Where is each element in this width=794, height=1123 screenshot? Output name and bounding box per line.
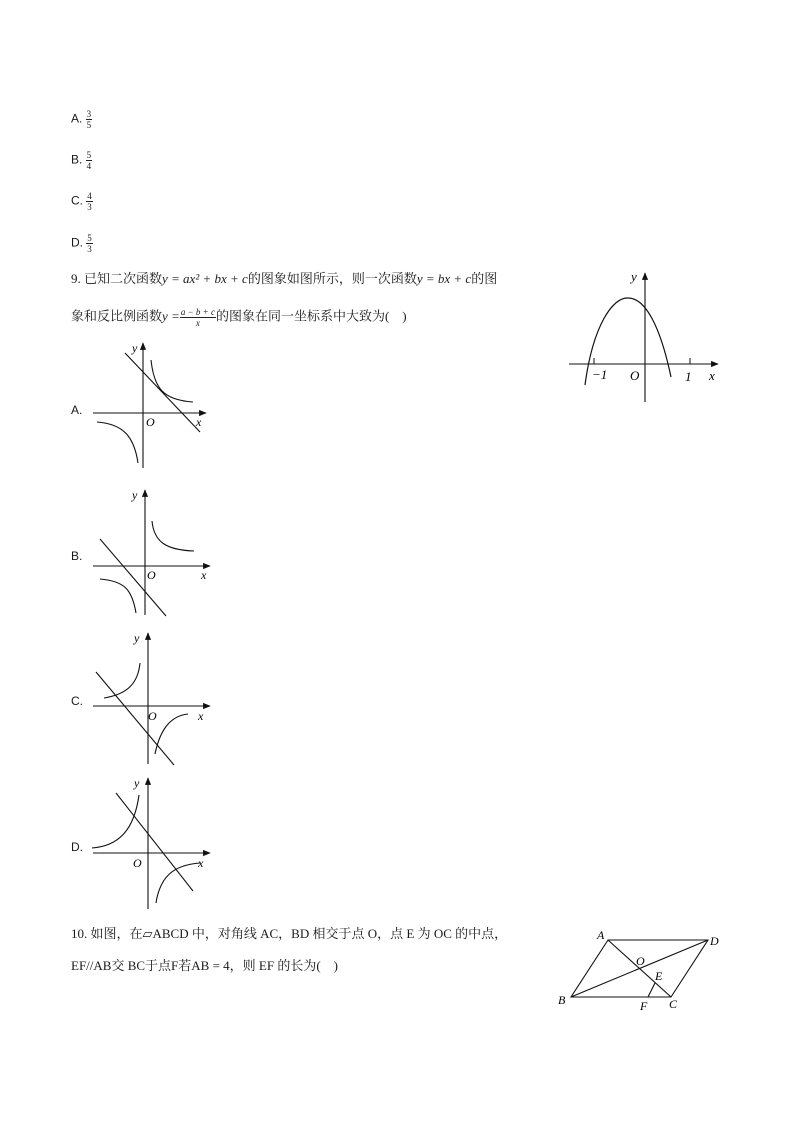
x-label: x [201,568,207,582]
q9-stem-line2: 象和反比例函数y = $\frac{a - b + c}{x}$ 的图象在同一坐标系中大致为( ) [71,307,407,328]
q10-stem-line1: 10. 如图，在▱ABCD 中，对角线 AC，BD 相交于点 O，点 E 为 OC 的中点， [71,926,508,941]
fraction: $\frac{4}{3}$ [87,191,92,212]
origin-label: O [146,415,155,429]
hyperbola-branch [97,422,138,463]
hyperbola-branch [104,663,140,698]
hyperbola-branch [92,795,139,848]
origin-label: O [133,856,142,870]
q9-option-a-letter: A. [71,403,83,417]
label-a: A [597,928,605,942]
label-b: B [558,993,566,1007]
hyperbola-branch [151,360,193,402]
q9-option-c-graph [88,628,218,768]
linear-function [125,353,200,432]
linear-function [116,793,193,891]
label-c: C [669,997,678,1011]
y-label: y [134,631,140,645]
q9-stem-line1: 9. 已知二次函数y = ax² + bx + c的图象如图所示，则一次函数y = bx + c的图 [71,271,498,286]
q9-option-b-letter: B. [71,549,83,563]
x-label: x [709,368,715,383]
fraction: $\frac{5}{3}$ [87,233,92,254]
q9-option-d-letter: D. [71,840,83,854]
linear-function [96,672,174,765]
q8-option-b: B. $\frac{5}{4}$ [71,150,92,171]
q9-option-c-letter: C. [71,694,83,708]
x-label: x [198,856,204,870]
fraction: $\frac{a - b + c}{x}$ [180,307,215,328]
hyperbola-branch [152,521,194,551]
origin-label: O [148,709,157,723]
segment-ef [648,983,655,997]
label-d: D [710,934,719,948]
diagonal-bd [571,940,708,997]
tick-pos-label: 1 [685,369,692,384]
q9-parabola-figure [565,265,730,410]
fraction: $\frac{3}{5}$ [86,109,92,130]
q9-option-b-graph [88,485,218,617]
fraction: $\frac{5}{4}$ [86,150,92,171]
y-label: y [631,269,637,284]
q9-option-d-graph [88,773,218,913]
origin-label: O [630,368,640,383]
x-label: x [196,415,202,429]
origin-label: O [147,568,156,582]
y-label: y [132,488,138,502]
tick-neg-label: −1 [592,367,608,382]
q10-stem-line2: EF//AB交 BC于点F若AB = 4，则 EF 的长为( ) [71,958,338,973]
label-o: O [636,954,645,968]
q10-parallelogram-figure [555,925,730,1015]
hyperbola-branch [156,863,200,903]
x-label: x [198,709,204,723]
q8-option-a: A. $\frac{3}{5}$ [71,109,92,130]
hyperbola-branch [100,579,136,613]
label-e: E [655,969,663,983]
label-f: F [640,999,648,1013]
linear-function [100,539,166,616]
q9-option-a-graph [88,338,218,470]
y-label: y [132,341,138,355]
q8-option-d: D. $\frac{5}{3}$ [71,233,92,254]
y-label: y [134,776,140,790]
q8-option-c: C. $\frac{4}{3}$ [71,191,92,212]
